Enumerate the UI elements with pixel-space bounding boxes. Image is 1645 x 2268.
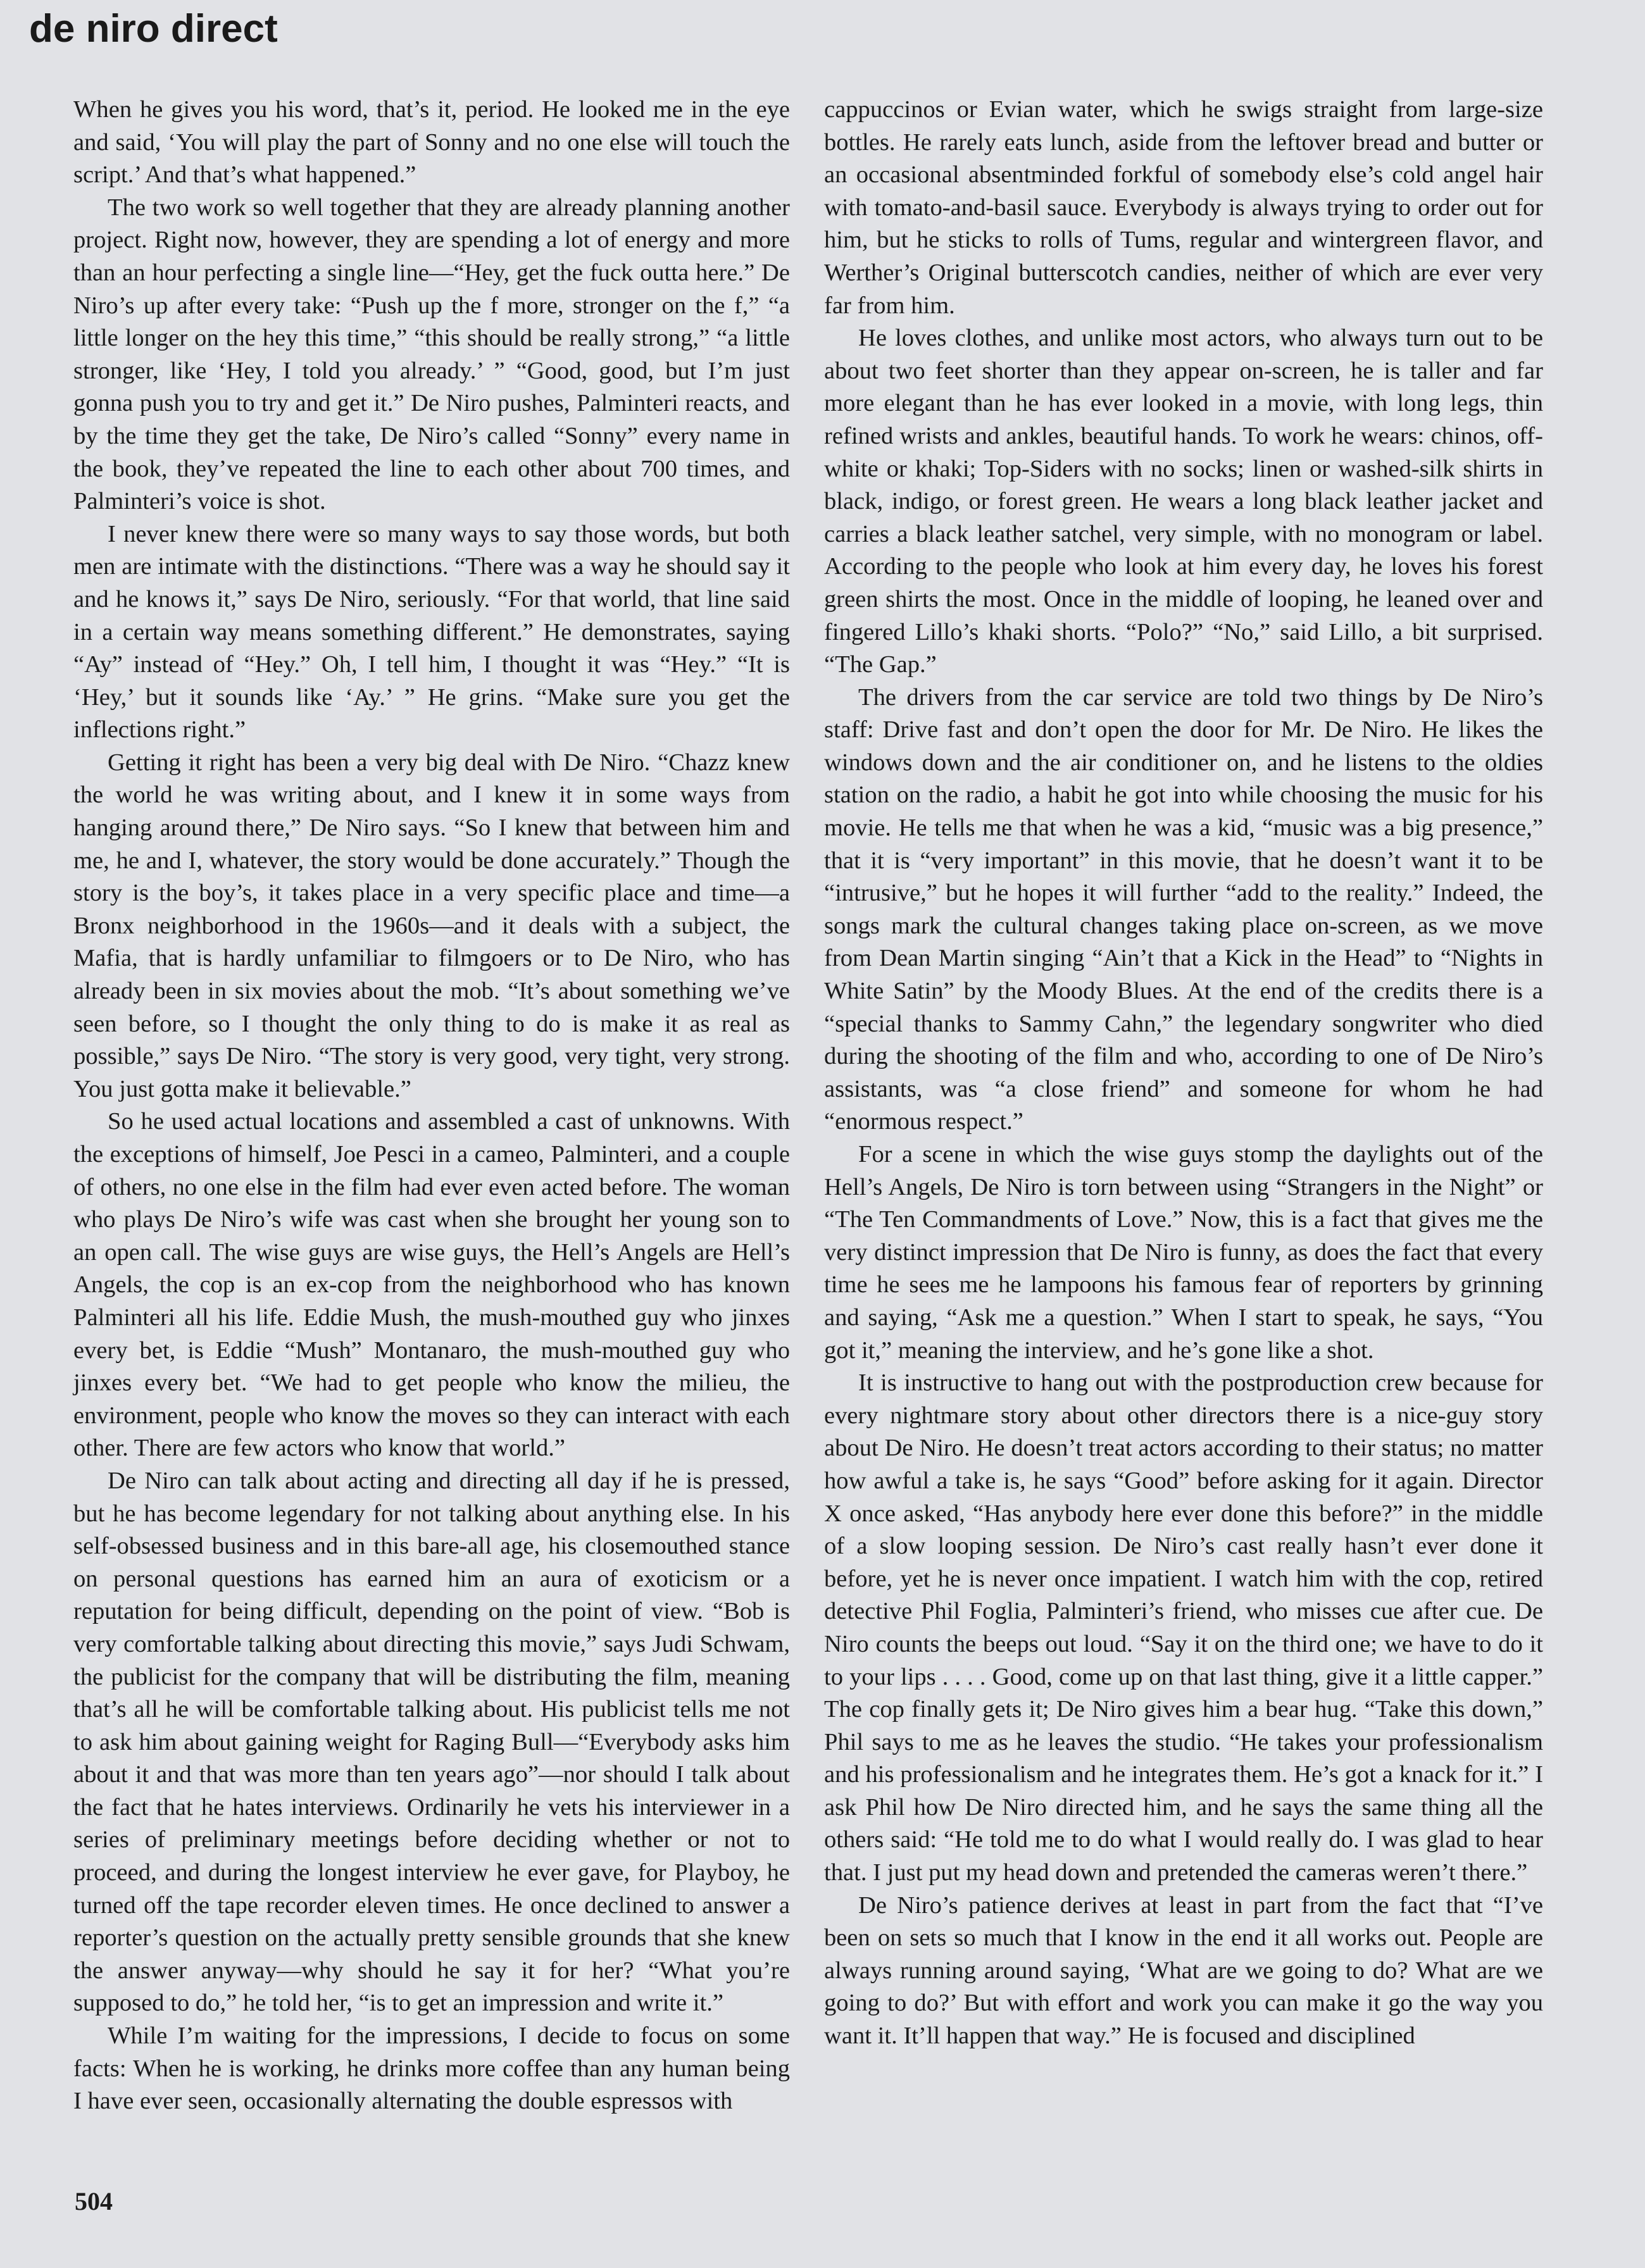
paragraph: I never knew there were so many ways to say those words, but both men are intimate with the distinctions. “There was a way he should say it and he knows it,” says De Niro, seriously. “For that world, that line said in a certain way means something different.” He demonstrates, saying “Ay” instead of “Hey.” Oh, I tell him, I thought it was “Hey.” “It is ‘Hey,’ but it sounds like ‘Ay.’ ” He grins. “Make sure you get the inflections right.”: [73, 520, 790, 744]
paragraph: The two work so well together that they are already planning another project. Right now, however, they are spending a lot of energy and more than an hour perfecting a single line—“Hey, get the fuck outta here.” De Niro’s up after every take: “Push up the f more, stronger on the f,” “a little longer on the hey this time,” “this should be really strong,” “a little stronger, like ‘Hey, I told you already.’ ” “Good, good, but I’m just gonna push you to try and get it.” De Niro pushes, Palminteri reacts, and by the time they get the take, De Niro’s called “Sonny” every name in the book, they’ve repeated the line to each other about 700 times, and Palminteri’s voice is shot.: [73, 194, 790, 515]
paragraph: cappuccinos or Evian water, which he swigs straight from large-size bottles. He rarely eats lunch, aside from the leftover bread and butter or an occasional absentminded forkful of somebody else’s cold angel hair with tomato-and-basil sauce. Everybody is always trying to order out for him, but he sticks to rolls of Tums, regular and wintergreen flavor, and Werther’s Original butterscotch candies, neither of which are ever very far from him.: [824, 96, 1543, 319]
left-column: [73, 94, 790, 2118]
paragraph: Getting it right has been a very big deal with De Niro. “Chazz knew the world he was writing about, and I knew it in some ways from hanging around there,” De Niro says. “So I knew that between him and me, he and I, whatever, the story would be done accurately.” Though the story is the boy’s, it takes place in a very specific place and time—a Bronx neighborhood in the 1960s—and it deals with a subject, the Mafia, that is hardly unfamiliar to filmgoers or to De Niro, who has already been in six movies about the mob. “It’s about something we’ve seen before, so I thought the only thing to do is make it as real as possible,” says De Niro. “The story is very good, very tight, very strong. You just gotta make it believable.”: [73, 749, 790, 1102]
paragraph: For a scene in which the wise guys stomp the daylights out of the Hell’s Angels, De Niro is torn between using “Strangers in the Night” or “The Ten Commandments of Love.” Now, this is a fact that gives me the very distinct impression that De Niro is funny, as does the fact that every time he sees me he lampoons his famous fear of reporters by grinning and saying, “Ask me a question.” When I start to speak, he says, “You got it,” meaning the interview, and he’s gone like a shot.: [824, 1141, 1543, 1364]
paragraph: When he gives you his word, that’s it, period. He looked me in the eye and said, ‘You will play the part of Sonny and no one else will touch the script.’ And that’s what happened.”: [73, 96, 790, 189]
paragraph: De Niro can talk about acting and directing all day if he is pressed, but he has become legendary for not talking about anything else. In his self-obsessed business and in this bare-all age, his closemouthed stance on personal questions has earned him an aura of exoticism or a reputation for being difficult, depending on the point of view. “Bob is very comfortable talking about directing this movie,” says Judi Schwam, the publicist for the company that will be distributing the film, meaning that’s all he will be comfortable talking about. His publicist tells me not to ask him about gaining weight for Raging Bull—“Everybody asks him about it and that was more than ten years ago”—nor should I talk about the fact that he hates interviews. Ordinarily he vets his interviewer in a series of preliminary meetings before deciding whether or not to proceed, and during the longest interview he ever gave, for Playboy, he turned off the tape recorder eleven times. He once declined to answer a reporter’s question on the actually pretty sensible grounds that she knew the answer anyway—why should he say it for her? “What you’re supposed to do,” he told her, “is to get an impression and write it.”: [73, 1467, 790, 2017]
paragraph: The drivers from the car service are told two things by De Niro’s staff: Drive fast and don’t open the door for Mr. De Niro. He likes the windows down and the air conditioner on, and he listens to the oldies station on the radio, a habit he got into while choosing the music for his movie. He tells me that when he was a kid, “music was a big presence,” that it is “very important” in this movie, that he doesn’t want it to be “intrusive,” but he hopes it will further “add to the reality.” Indeed, the songs mark the cultural changes taking place on-screen, as we move from Dean Martin singing “Ain’t that a Kick in the Head” to “Nights in White Satin” by the Moody Blues. At the end of the credits there is a “special thanks to Sammy Cahn,” the legendary songwriter who died during the shooting of the film and who, according to one of De Niro’s assistants, was “a close friend” and someone for whom he had “enormous respect.”: [824, 683, 1543, 1135]
paragraph: De Niro’s patience derives at least in part from the fact that “I’ve been on sets so much that I know in the end it all works out. People are always running around saying, ‘What are we going to do? What are we going to do?’ But with effort and work you can make it go the way you want it. It’ll happen that way.” He is focused and disciplined: [824, 1891, 1543, 2050]
paragraph: It is instructive to hang out with the postproduction crew because for every nightmare story about other directors there is a nice-guy story about De Niro. He doesn’t treat actors according to their status; no matter how awful a take is, he says “Good” before asking for it again. Director X once asked, “Has anybody here ever done this before?” in the middle of a slow looping session. De Niro’s cast really hasn’t ever done it before, yet he is never once impatient. I watch him with the cop, retired detective Phil Foglia, Palminteri’s friend, who misses cue after cue. De Niro counts the beeps out loud. “Say it on the third one; we have to do it to your lips . . . . Good, come up on that last thing, give it a little capper.” The cop finally gets it; De Niro gives him a bear hug. “Take this down,” Phil says to me as he leaves the studio. “He takes your professionalism and his professionalism and he integrates them. He’s got a knack for it.” I ask Phil how De Niro directed him, and he says the same thing all the others said: “He told me to do what I would really do. I was glad to hear that. I just put my head down and pretended the cameras weren’t there.”: [824, 1369, 1543, 1886]
page-number: 504: [75, 2187, 113, 2215]
paragraph: He loves clothes, and unlike most actors, who always turn out to be about two feet shorter than they appear on-screen, he is taller and far more elegant than he has ever looked in a movie, with long legs, thin refined wrists and ankles, beautiful hands. To work he wears: chinos, off-white or khaki; Top-Siders with no socks; linen or washed-silk shirts in black, indigo, or forest green. He wears a long black leather jacket and carries a black leather satchel, very simple, with no monogram or label. According to the people who look at him every day, he loves his forest green shirts the most. Once in the middle of looping, he leaned over and fingered Lillo’s khaki shorts. “Polo?” “No,” said Lillo, a bit surprised. “The Gap.”: [824, 325, 1543, 678]
running-header: de niro direct: [29, 7, 278, 51]
paragraph: While I’m waiting for the impressions, I decide to focus on some facts: When he is working, he drinks more coffee than any human being I have ever seen, occasionally alternating the double espressos with: [73, 2022, 790, 2115]
paragraph: So he used actual locations and assembled a cast of unknowns. With the exceptions of himself, Joe Pesci in a cameo, Palminteri, and a couple of others, no one else in the film had ever even acted before. The woman who plays De Niro’s wife was cast when she brought her young son to an open call. The wise guys are wise guys, the Hell’s Angels are Hell’s Angels, the cop is an ex-cop from the neighborhood who has known Palminteri all his life. Eddie Mush, the mush-mouthed guy who jinxes every bet, is Eddie “Mush” Montanaro, the mush-mouthed guy who jinxes every bet. “We had to get people who know the milieu, the environment, people who know the moves so they can interact with each other. There are few actors who know that world.”: [73, 1108, 790, 1462]
right-column: [824, 94, 1543, 2053]
